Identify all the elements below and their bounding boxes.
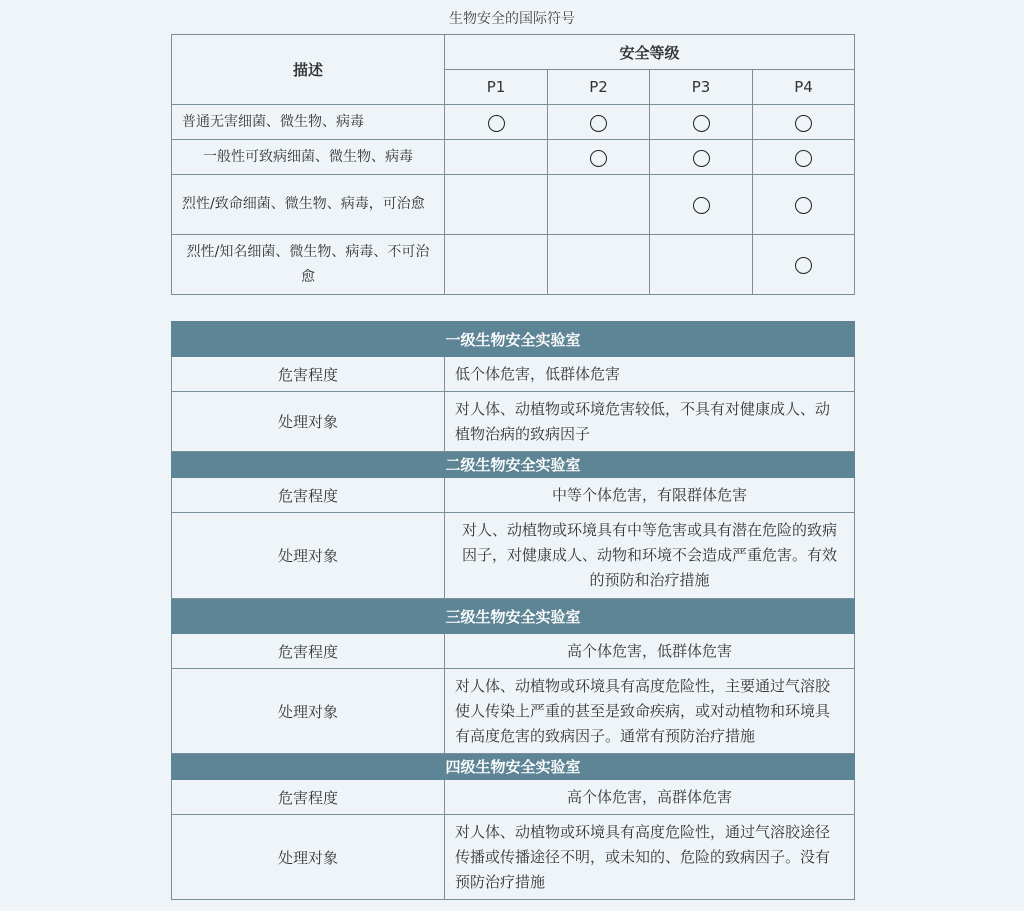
level-mark-cell (548, 175, 650, 235)
level-header-p3: P3 (650, 70, 753, 105)
circle-icon (590, 150, 607, 167)
target-value: 对人体、动植物或环境具有高度危险性，通过气溶胶途径传播或传播途径不明，或未知的、危险的致病因子。没有预防治疗措施 (445, 815, 855, 900)
circle-icon (693, 150, 710, 167)
level-mark-cell (753, 140, 855, 175)
hazard-value: 高个体危害，低群体危害 (445, 634, 855, 669)
hazard-value: 高个体危害，高群体危害 (445, 780, 855, 815)
table-row (172, 780, 855, 815)
level-header-p2: P2 (548, 70, 650, 105)
table-row (172, 235, 855, 295)
level-mark-cell (548, 105, 650, 140)
level-mark-cell (753, 235, 855, 295)
level-mark-cell (445, 235, 548, 295)
section-header-row (172, 452, 855, 478)
circle-icon (795, 150, 812, 167)
level-mark-cell (650, 140, 753, 175)
target-value: 对人、动植物或环境具有中等危害或具有潜在危险的致病因子，对健康成人、动物和环境不会造成严重危害。有效的预防和治疗措施 (445, 513, 855, 599)
circle-icon (488, 115, 505, 132)
level-mark-cell (650, 105, 753, 140)
target-label: 处理对象 (172, 513, 445, 599)
table-row (172, 478, 855, 513)
circle-icon (795, 257, 812, 274)
hazard-label: 危害程度 (172, 478, 445, 513)
level-mark-cell (548, 235, 650, 295)
section-title: 三级生物安全实验室 (172, 599, 855, 634)
table-row (172, 105, 855, 140)
section-title: 一级生物安全实验室 (172, 322, 855, 357)
table-row (172, 357, 855, 392)
circle-icon (693, 197, 710, 214)
safety-level-header: 安全等级 (445, 35, 855, 70)
table-row (172, 815, 855, 900)
target-label: 处理对象 (172, 392, 445, 452)
table-row (172, 513, 855, 599)
target-label: 处理对象 (172, 669, 445, 754)
circle-icon (795, 115, 812, 132)
table-caption: 生物安全的国际符号 (449, 11, 575, 27)
row-description: 普通无害细菌、微生物、病毒 (172, 105, 445, 140)
section-header-row (172, 754, 855, 780)
section-header-row (172, 599, 855, 634)
section-title: 二级生物安全实验室 (172, 452, 855, 478)
table-row (172, 392, 855, 452)
hazard-label: 危害程度 (172, 780, 445, 815)
description-header: 描述 (172, 35, 445, 105)
row-description: 烈性/知名细菌、微生物、病毒、不可治愈 (172, 235, 445, 295)
level-mark-cell (753, 105, 855, 140)
hazard-value: 低个体危害，低群体危害 (445, 357, 855, 392)
level-mark-cell (445, 105, 548, 140)
section-title: 四级生物安全实验室 (172, 754, 855, 780)
hazard-label: 危害程度 (172, 357, 445, 392)
biosafety-symbol-table (171, 34, 855, 295)
section-header-row (172, 322, 855, 357)
target-value: 对人体、动植物或环境危害较低，不具有对健康成人、动植物治病的致病因子 (445, 392, 855, 452)
level-header-p4: P4 (753, 70, 855, 105)
table-row (172, 669, 855, 754)
level-mark-cell (650, 235, 753, 295)
biosafety-lab-levels-table (171, 321, 855, 900)
target-value: 对人体、动植物或环境具有高度危险性，主要通过气溶胶使人传染上严重的甚至是致命疾病，或对动植物和环境具有高度危害的致病因子。通常有预防治疗措施 (445, 669, 855, 754)
circle-icon (795, 197, 812, 214)
level-mark-cell (445, 175, 548, 235)
level-mark-cell (753, 175, 855, 235)
hazard-value: 中等个体危害，有限群体危害 (445, 478, 855, 513)
hazard-label: 危害程度 (172, 634, 445, 669)
level-mark-cell (445, 140, 548, 175)
level-header-p1: P1 (445, 70, 548, 105)
table-row (172, 140, 855, 175)
row-description: 烈性/致命细菌、微生物、病毒，可治愈 (172, 175, 445, 235)
table-row (172, 175, 855, 235)
level-mark-cell (548, 140, 650, 175)
target-label: 处理对象 (172, 815, 445, 900)
level-mark-cell (650, 175, 753, 235)
circle-icon (693, 115, 710, 132)
circle-icon (590, 115, 607, 132)
table-row (172, 634, 855, 669)
row-description: 一般性可致病细菌、微生物、病毒 (172, 140, 445, 175)
